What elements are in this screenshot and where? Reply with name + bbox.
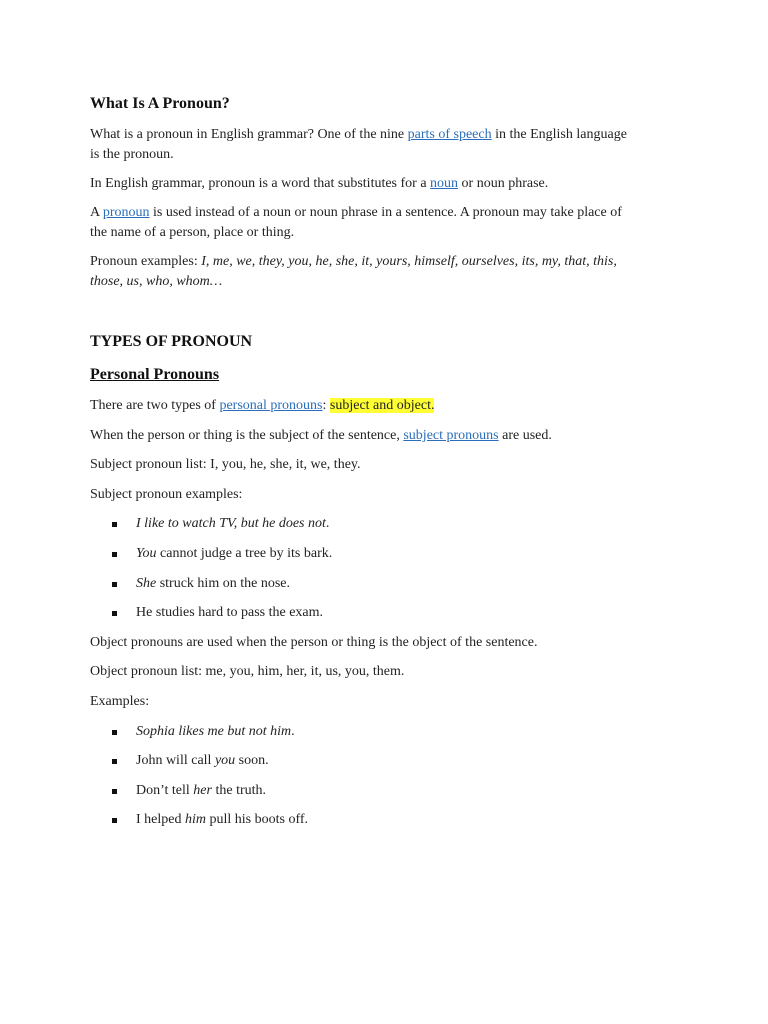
link-parts-of-speech[interactable]: parts of speech [407,127,492,142]
subject-pronoun-list: Subject pronoun list: I, you, he, she, it, we, they. [90,457,361,472]
bullet-icon [112,611,117,616]
bullet-icon [112,552,117,557]
link-subject-pronouns[interactable]: subject pronouns [403,428,499,443]
subject-sentence: When the person or thing is the subject of the sentence, subject pronouns are used. [90,428,552,443]
link-noun[interactable]: noun [430,176,459,191]
subject-examples-label: Subject pronoun examples: [90,487,243,502]
bullet-icon [112,789,117,794]
heading-personal-pronouns: Personal Pronouns [90,366,220,383]
link-pronoun[interactable]: pronoun [102,205,150,220]
intro-paragraph-2: In English grammar, pronoun is a word that substitutes for a noun or noun phrase. [90,176,549,191]
bullet-icon [112,522,117,527]
personal-types-sentence: There are two types of personal pronouns: subject and object. [90,398,435,413]
object-pronouns-intro: Object pronouns are used when the person or thing is the object of the sentence. [90,635,538,650]
examples-label: Examples: [90,694,150,709]
intro-paragraph-1: What is a pronoun in English grammar? One of the nine parts of speech in the English language is the pronoun. [90,127,627,162]
heading-what-is-a-pronoun: What Is A Pronoun? [90,95,230,112]
bullet-icon [112,818,117,823]
link-personal-pronouns[interactable]: personal pronouns [219,398,323,413]
bullet-icon [112,582,117,587]
intro-paragraph-3: A pronoun is used instead of a noun or noun phrase in a sentence. A pronoun may take place of the name of a person, place or thing. [90,205,622,240]
bullet-icon [112,759,117,764]
highlighted-text: subject and object. [329,398,435,413]
pronoun-examples-paragraph: Pronoun examples: I, me, we, they, you, he, she, it, yours, himself, ourselves, its, my, that, this, those, us, who, whom… [90,254,617,289]
object-pronoun-list: Object pronoun list: me, you, him, her, it, us, you, them. [90,664,405,679]
heading-types-of-pronoun: TYPES OF PRONOUN [90,333,253,350]
bullet-icon [112,730,117,735]
